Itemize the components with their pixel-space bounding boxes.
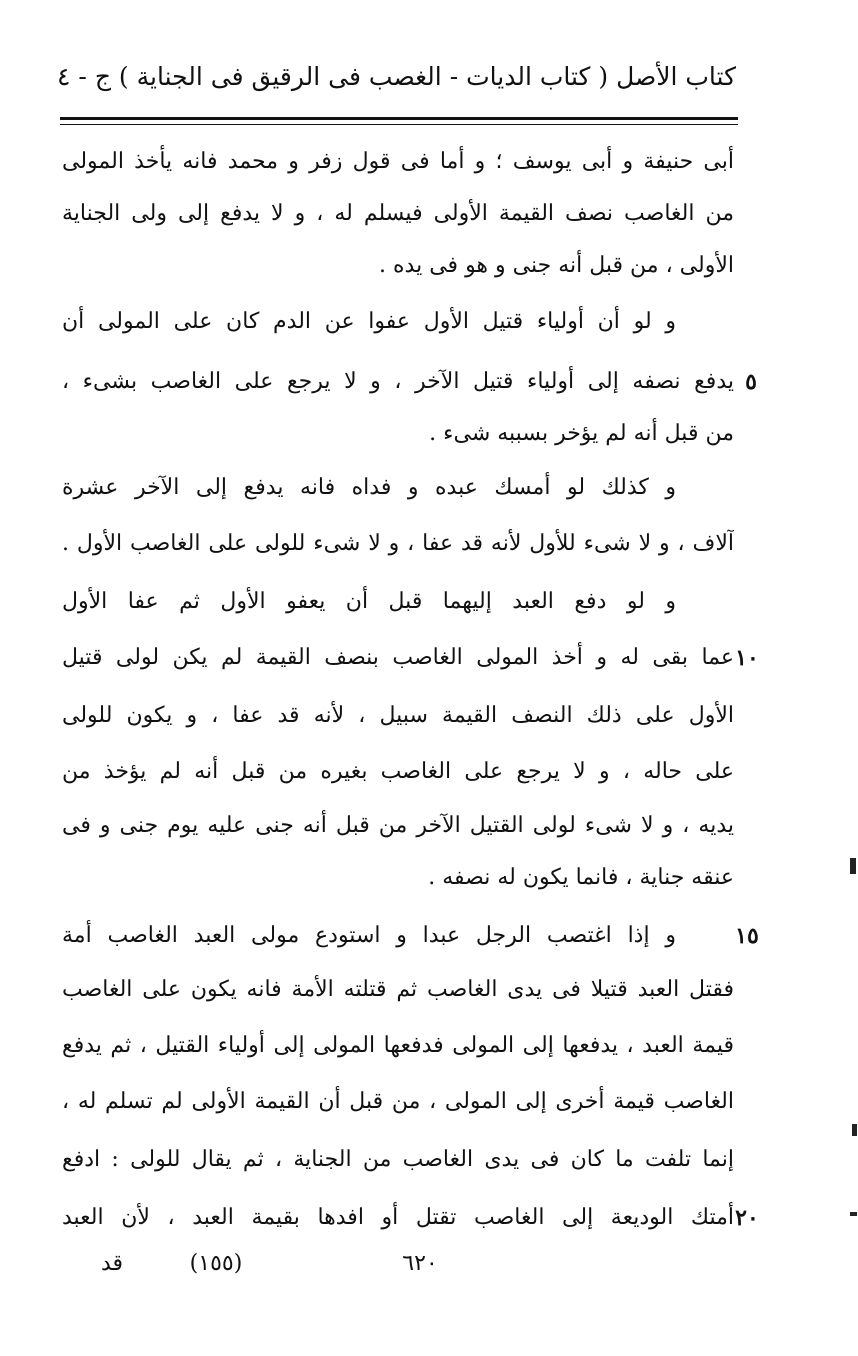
header-rule-thick <box>60 117 738 120</box>
text-line: الأول على ذلك النصف القيمة سبيل ، لأنه قد عفا ، و يكون للولى <box>62 703 734 728</box>
catchword: قد <box>100 1251 124 1276</box>
text-line: إنما تلفت ما كان فى يدى الغاصب من الجناية ، ثم يقال للولى : ادفع <box>62 1147 734 1172</box>
text-line: و كذلك لو أمسك عبده و فداه فانه يدفع إلى الآخر عشرة <box>62 475 676 500</box>
text-line: و لو دفع العبد إليهما قبل أن يعفو الأول ثم عفا الأول <box>62 589 676 614</box>
text-line: أبى حنيفة و أبى يوسف ؛ و أما فى قول زفر و محمد فانه يأخذ المولى <box>62 149 734 174</box>
line-number: ١٥ <box>735 923 759 949</box>
text-line: على حاله ، و لا يرجع على الغاصب بغيره من قبل أنه لم يؤخذ من <box>62 759 734 784</box>
running-header: كتاب الأصل ( كتاب الديات - الغصب فى الرقيق فى الجناية ) ج - ٤ <box>57 62 736 91</box>
text-line: من الغاصب نصف القيمة الأولى فيسلم له ، و لا يدفع إلى ولى الجناية <box>62 201 734 226</box>
text-line: من قبل أنه لم يؤخر بسببه شىء . <box>429 421 734 446</box>
header-rule-thin <box>60 124 738 125</box>
line-number: ٢٠ <box>735 1205 759 1231</box>
text-line: عنقه جناية ، فانما يكون له نصفه . <box>428 865 734 890</box>
text-line: و إذا اغتصب الرجل عبدا و استودع مولى العبد الغاصب أمة <box>62 923 676 948</box>
margin-mark <box>852 1124 857 1136</box>
text-line: الغاصب قيمة أخرى إلى المولى ، من قبل أن القيمة الأولى لم تسلم له ، <box>62 1089 734 1114</box>
page-number: ٦٢٠ <box>402 1251 438 1276</box>
text-line: قيمة العبد ، يدفعها إلى المولى فدفعها المولى إلى أولياء القتيل ، ثم يدفع <box>62 1033 734 1058</box>
text-line: أمتك الوديعة إلى الغاصب تقتل أو افدها بقيمة العبد ، لأن العبد <box>62 1205 734 1230</box>
text-line: فقتل العبد قتيلا فى يدى الغاصب ثم قتلته الأمة فانه يكون على الغاصب <box>62 977 734 1002</box>
text-line: و لو أن أولياء قتيل الأول عفوا عن الدم كان على المولى أن <box>62 309 676 334</box>
margin-mark <box>850 858 856 874</box>
text-line: يدفع نصفه إلى أولياء قتيل الآخر ، و لا يرجع على الغاصب بشىء ، <box>62 369 734 394</box>
line-number: ٥ <box>745 369 757 395</box>
text-line: الأولى ، من قبل أنه جنى و هو فى يده . <box>379 253 734 278</box>
line-number: ١٠ <box>735 645 759 671</box>
signature-mark: (١٥٥) <box>189 1251 243 1276</box>
margin-mark <box>850 1212 857 1216</box>
text-line: آلاف ، و لا شىء للأول لأنه قد عفا ، و لا شىء للولى على الغاصب الأول . <box>62 531 734 556</box>
text-line: عما بقى له و أخذ المولى الغاصب بنصف القيمة لم يكن لولى قتيل <box>62 645 734 670</box>
text-line: يديه ، و لا شىء لولى القتيل الآخر من قبل أنه جنى عليه يوم جنى و فى <box>62 813 734 838</box>
